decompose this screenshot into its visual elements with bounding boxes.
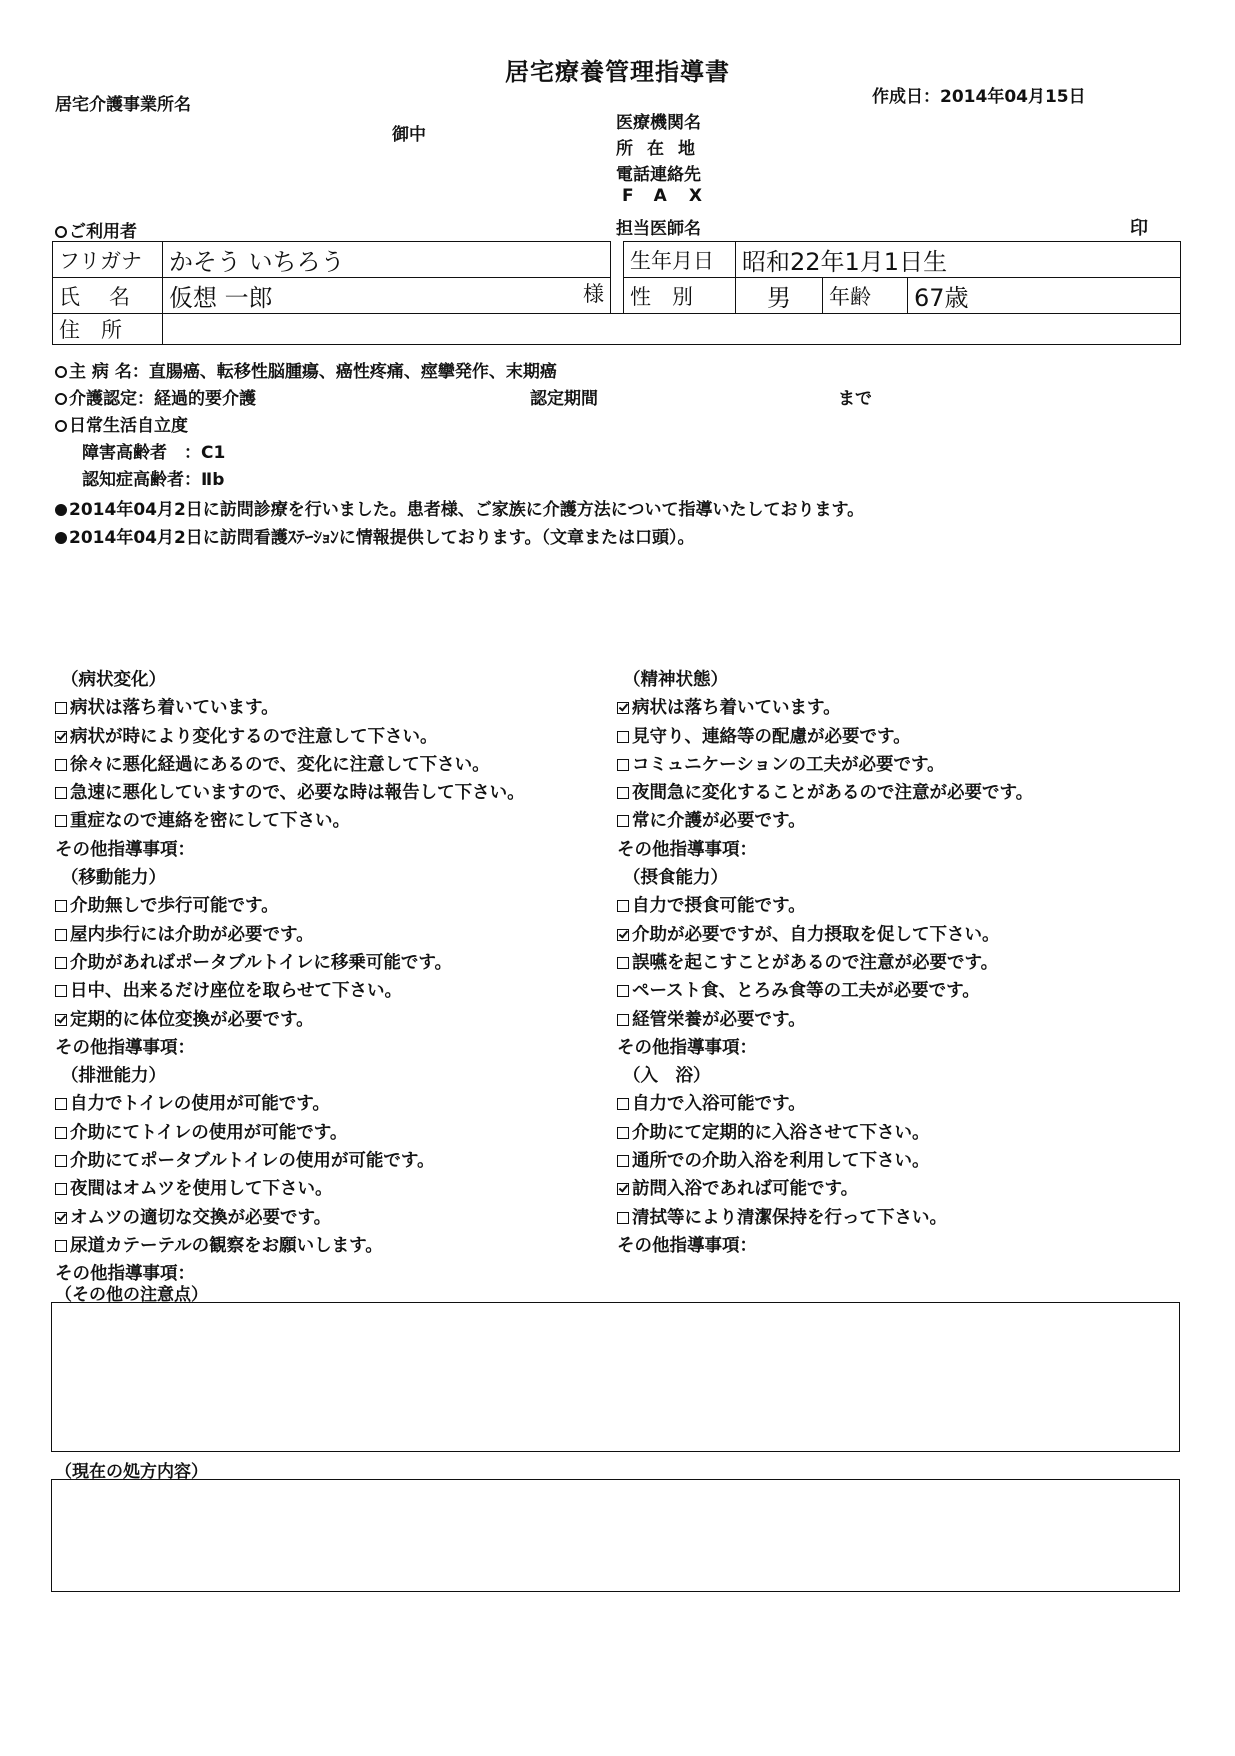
checked-checkbox[interactable] xyxy=(55,1014,67,1026)
checkbox[interactable] xyxy=(617,787,629,799)
section-heading: （入 浴） xyxy=(623,1066,711,1087)
checklist-item-label: 介助が必要ですが、自力摂取を促して下さい。 xyxy=(632,924,1000,945)
checklist-item-label: 病状は落ち着いています。 xyxy=(632,698,841,719)
clinic-address-label: 所在地 xyxy=(616,139,709,159)
checklist-item-label: 自力で入浴可能です。 xyxy=(632,1094,806,1115)
other-instructions-label: その他指導事項： xyxy=(55,839,195,860)
checkbox[interactable] xyxy=(55,985,67,997)
name-label: 氏 名 xyxy=(53,278,163,314)
checklist-right-column xyxy=(617,666,1033,1260)
checkbox[interactable] xyxy=(55,1155,67,1167)
checklist-item xyxy=(55,751,525,779)
checkbox[interactable] xyxy=(617,900,629,912)
checklist-item xyxy=(617,807,1033,835)
checklist-item xyxy=(55,949,525,977)
checklist-item xyxy=(617,779,1033,807)
checklist-item-label: 介助にて定期的に入浴させて下さい。 xyxy=(632,1122,930,1143)
checkbox[interactable] xyxy=(617,1098,629,1110)
checklist-item xyxy=(617,723,1033,751)
checklist-item-label: オムツの適切な交換が必要です。 xyxy=(70,1207,332,1228)
checklist-item-label: 定期的に体位変換が必要です。 xyxy=(70,1009,314,1030)
other-instructions-label: その他指導事項： xyxy=(617,839,757,860)
other-instructions-label: その他指導事項： xyxy=(55,1037,195,1058)
checklist-item-label: 日中、出来るだけ座位を取らせて下さい。 xyxy=(70,981,402,1002)
checkbox[interactable] xyxy=(55,900,67,912)
care-office-label: 居宅介護事業所名 xyxy=(55,95,191,115)
checklist-item xyxy=(617,1090,1033,1118)
checklist-item xyxy=(617,921,1033,949)
checklist-item-label: 見守り、連絡等の配慮が必要です。 xyxy=(632,726,911,747)
adl-text: 日常生活自立度 xyxy=(69,416,188,436)
circle-icon xyxy=(55,226,67,238)
bullet-icon xyxy=(55,504,67,516)
checklist-item xyxy=(55,807,525,835)
checkbox[interactable] xyxy=(55,1183,67,1195)
other-instructions-label: その他指導事項： xyxy=(617,1037,757,1058)
checkbox[interactable] xyxy=(617,985,629,997)
checklist-item xyxy=(617,977,1033,1005)
checklist-item xyxy=(55,1090,525,1118)
visit-note-1 xyxy=(55,495,864,520)
visit-note-1-text: 2014年04月2日に訪問診療を行いました。患者様、ご家族に介護方法について指導いたしております。 xyxy=(69,500,865,520)
checklist-item-label: 常に介護が必要です。 xyxy=(632,811,806,832)
checklist-item-label: コミュニケーションの工夫が必要です。 xyxy=(632,754,945,775)
checkbox[interactable] xyxy=(617,759,629,771)
user-section-text: ご利用者 xyxy=(69,222,137,242)
other-instructions-label: その他指導事項： xyxy=(55,1264,195,1285)
checkbox[interactable] xyxy=(55,1127,67,1139)
checklist-item-label: 夜間急に変化することがあるので注意が必要です。 xyxy=(632,783,1034,804)
checklist-item-label: 誤嚥を起こすことがあるので注意が必要です。 xyxy=(632,952,999,973)
sex-value: 男 xyxy=(736,278,823,314)
checklist-left-column xyxy=(55,666,525,1289)
checkbox[interactable] xyxy=(55,957,67,969)
visit-note-2-text: 2014年04月2日に訪問看護ｽﾃｰｼｮﾝに情報提供しております。（文章または口頭）。 xyxy=(69,528,695,548)
prescription-box[interactable] xyxy=(51,1479,1180,1592)
visit-note-2 xyxy=(55,523,694,548)
checklist-item-label: 清拭等により清潔保持を行って下さい。 xyxy=(632,1207,947,1228)
checkbox[interactable] xyxy=(617,1014,629,1026)
onchu-label: 御中 xyxy=(392,125,426,145)
checklist-item xyxy=(617,694,1033,722)
checklist-item-label: 自力でトイレの使用が可能です。 xyxy=(70,1094,330,1115)
other-notes-box[interactable] xyxy=(51,1302,1180,1452)
checklist-item xyxy=(617,1204,1033,1232)
checked-checkbox[interactable] xyxy=(617,929,629,941)
checklist-item-label: 重症なので連絡を密にして下さい。 xyxy=(70,811,350,832)
checkbox[interactable] xyxy=(55,1098,67,1110)
section-heading: （精神状態） xyxy=(623,670,728,690)
circle-icon xyxy=(55,366,67,378)
clinic-name-label: 医療機関名 xyxy=(616,113,701,133)
adl-line xyxy=(55,411,188,436)
checklist-item xyxy=(617,949,1033,977)
bullet-icon xyxy=(55,532,67,544)
other-instructions-label: その他指導事項： xyxy=(617,1235,757,1256)
other-notes-label: （その他の注意点） xyxy=(55,1285,208,1305)
checkbox[interactable] xyxy=(617,957,629,969)
age-value: 67歳 xyxy=(908,278,1181,314)
checkbox[interactable] xyxy=(55,787,67,799)
checked-checkbox[interactable] xyxy=(617,702,629,714)
checklist-item-label: 病状が時により変化するので注意して下さい。 xyxy=(70,726,438,747)
checkbox[interactable] xyxy=(55,1240,67,1252)
name-cell xyxy=(163,278,611,314)
section-heading: （摂食能力） xyxy=(623,868,728,889)
care-line xyxy=(55,384,256,409)
care-text: 介護認定：経過的要介護 xyxy=(69,389,256,409)
section-heading: （病状変化） xyxy=(61,670,166,690)
checklist-item-label: 屋内歩行には介助が必要です。 xyxy=(70,924,314,945)
checkbox[interactable] xyxy=(617,1212,629,1224)
checklist-item-label: 急速に悪化していますので、必要な時は報告して下さい。 xyxy=(70,783,525,804)
checklist-item xyxy=(55,1006,525,1034)
checklist-item-label: 病状は落ち着いています。 xyxy=(70,698,279,719)
checked-checkbox[interactable] xyxy=(617,1183,629,1195)
checklist-item xyxy=(617,751,1033,779)
checklist-item xyxy=(55,921,525,949)
created-date: 作成日：2014年04月15日 xyxy=(872,87,1086,107)
checklist-item-label: 夜間はオムツを使用して下さい。 xyxy=(70,1179,333,1200)
checkbox[interactable] xyxy=(617,731,629,743)
checklist-item-label: 訪問入浴であれば可能です。 xyxy=(632,1179,859,1200)
cert-period-until: まで xyxy=(838,389,872,409)
checklist-item-label: 介助にてポータブルトイレの使用が可能です。 xyxy=(70,1151,435,1172)
checklist-item-label: 徐々に悪化経過にあるので、変化に注意して下さい。 xyxy=(70,754,490,775)
sex-label: 性 別 xyxy=(624,278,736,314)
checkbox[interactable] xyxy=(55,929,67,941)
section-heading: （移動能力） xyxy=(61,868,166,889)
adl-dementia: 認知症高齢者：Ⅱb xyxy=(82,470,225,490)
cert-period-label: 認定期間 xyxy=(530,389,598,409)
address-label: 住 所 xyxy=(53,314,163,345)
circle-icon xyxy=(55,420,67,432)
checklist-item xyxy=(55,1204,525,1232)
birth-label: 生年月日 xyxy=(624,242,736,278)
checklist-item-label: 自力で摂食可能です。 xyxy=(632,896,806,917)
checklist-item-label: 尿道カテーテルの観察をお願いします。 xyxy=(70,1235,383,1256)
checklist-item xyxy=(55,723,525,751)
checklist-item-label: 通所での介助入浴を利用して下さい。 xyxy=(632,1151,930,1172)
checked-checkbox[interactable] xyxy=(55,1212,67,1224)
checkbox[interactable] xyxy=(55,702,67,714)
document-title: 居宅療養管理指導書 xyxy=(505,58,730,86)
checklist-item xyxy=(55,1147,525,1175)
birth-value: 昭和22年1月1日生 xyxy=(736,242,1181,278)
doctor-name-label: 担当医師名 xyxy=(616,219,701,239)
checklist-item-label: ペースト食、とろみ食等の工夫が必要です。 xyxy=(632,981,980,1002)
seal-mark: 印 xyxy=(1130,218,1148,239)
checklist-item-label: 経管栄養が必要です。 xyxy=(632,1009,806,1030)
checklist-item-label: 介助があればポータブルトイレに移乗可能です。 xyxy=(70,952,453,973)
checkbox[interactable] xyxy=(55,815,67,827)
checklist-item xyxy=(617,892,1033,920)
checklist-item xyxy=(55,892,525,920)
sama-suffix: 様 xyxy=(583,282,604,306)
checkbox[interactable] xyxy=(55,759,67,771)
checklist-item xyxy=(55,694,525,722)
checklist-item xyxy=(55,1175,525,1203)
adl-disabled: 障害高齢者 ：C1 xyxy=(82,443,226,463)
age-label: 年齢 xyxy=(823,278,908,314)
address-value xyxy=(163,314,1181,345)
furigana-label: フリガナ xyxy=(53,242,163,278)
disease-text: 主 病 名：直腸癌、転移性脳腫瘍、癌性疼痛、痙攣発作、末期癌 xyxy=(69,362,557,382)
user-section-label xyxy=(55,217,137,242)
checklist-item-label: 介助無しで歩行可能です。 xyxy=(70,896,279,917)
checklist-item xyxy=(55,977,525,1005)
checklist-item xyxy=(55,1232,525,1260)
prescription-label: （現在の処方内容） xyxy=(55,1462,208,1482)
checklist-item xyxy=(55,779,525,807)
checklist-item xyxy=(617,1175,1033,1203)
patient-info-table xyxy=(52,241,1181,345)
clinic-phone-label: 電話連絡先 xyxy=(616,165,701,185)
checklist-item xyxy=(55,1119,525,1147)
checkbox[interactable] xyxy=(617,1127,629,1139)
checklist-item xyxy=(617,1006,1033,1034)
disease-line xyxy=(55,357,557,382)
checklist-item-label: 介助にてトイレの使用が可能です。 xyxy=(70,1122,348,1143)
furigana-value: かそう いちろう xyxy=(163,242,611,278)
section-heading: （排泄能力） xyxy=(61,1066,166,1087)
checkbox[interactable] xyxy=(617,1155,629,1167)
name-value: 仮想 一郎 xyxy=(169,284,273,312)
checklist-item xyxy=(617,1119,1033,1147)
checkbox[interactable] xyxy=(617,815,629,827)
checklist-item xyxy=(617,1147,1033,1175)
circle-icon xyxy=(55,393,67,405)
clinic-fax-label: FAX xyxy=(622,186,724,206)
checked-checkbox[interactable] xyxy=(55,731,67,743)
